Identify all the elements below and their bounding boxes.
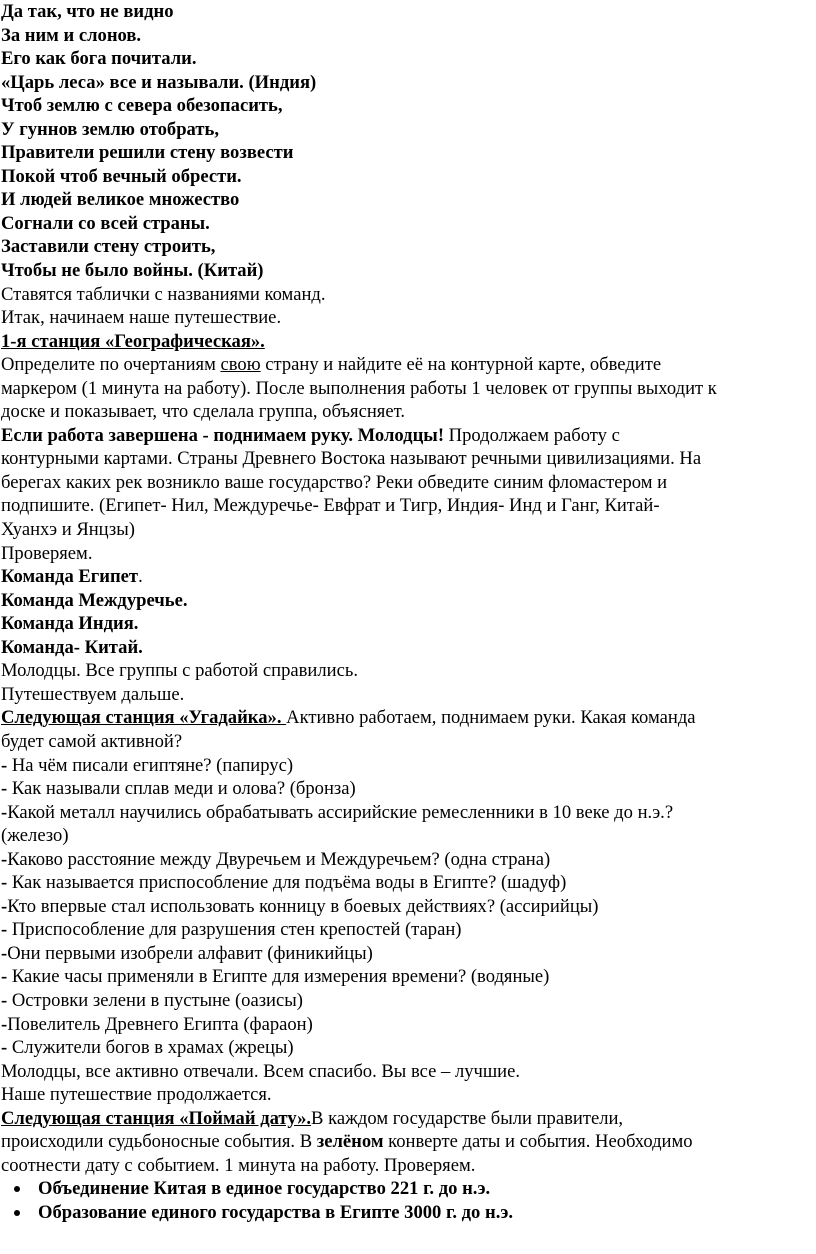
station2-continues: Наше путешествие продолжается. (1, 1084, 272, 1106)
question-text: Повелитель Древнего Египта (фараон) (7, 1013, 313, 1035)
question-text: Островки зелени в пустыне (оазисы) (11, 989, 303, 1011)
poem-line: Чтоб землю с севера обезопасить, (1, 95, 283, 117)
station1-well-done: Молодцы. Все группы с работой справились. (1, 660, 358, 682)
question-dash: - (1, 778, 12, 800)
station1-check: Проверяем. (1, 542, 93, 564)
question-dash: - (1, 989, 12, 1011)
poem-line: Покой чтоб вечный обрести. (1, 165, 242, 187)
question-dash: - (1, 754, 12, 776)
question-line (1, 965, 816, 989)
poem-line: Заставили стену строить, (1, 236, 216, 258)
station1-rivers-line: берегах каких рек возникло ваше государство? Реки обведите синим фломастером и (1, 471, 668, 493)
events-list (1, 1177, 816, 1224)
poem-line: Согнали со всей страны. (1, 212, 210, 234)
question-text: Как называли сплав меди и олова? (бронза) (11, 778, 356, 800)
question-line (1, 824, 816, 848)
poem-line: И людей великое множество (1, 189, 240, 211)
question-text: (железо) (1, 825, 69, 847)
question-dash: - (1, 848, 8, 870)
question-dash: - (1, 1037, 12, 1059)
text-run: В каждом государстве были правители, (311, 1107, 624, 1129)
text-run: Продолжаем работу с (444, 424, 620, 446)
event-item: Объединение Китая в единое государство 221 г. до н.э. (38, 1177, 816, 1201)
station1-task-line: доске и показывает, что сделала группа, объясняет. (1, 401, 405, 423)
question-text: Какой металл научились обрабатывать ассирийские ремесленники в 10 веке до н.э.? (7, 801, 674, 823)
station1-rivers-line: контурными картами. Страны Древнего Востока называют речными цивилизациями. На (1, 448, 702, 470)
team-egypt (1, 565, 816, 589)
team-china: Команда- Китай. (1, 636, 143, 658)
poem-line: «Царь леса» все и называли. (Индия) (1, 71, 317, 93)
question-line (1, 1036, 816, 1060)
question-text: На чём писали египтяне? (папирус) (11, 754, 294, 776)
question-line (1, 848, 816, 872)
question-text: Кто впервые стал использовать конницу в боевых действиях? (ассирийцы) (7, 895, 599, 917)
team-india: Команда Индия. (1, 613, 139, 635)
poem-line: Да так, что не видно (1, 1, 174, 22)
question-line (1, 777, 816, 801)
station1-task-line (1, 353, 816, 377)
text-run: Активно работаем, поднимаем руки. Какая команда (286, 707, 696, 729)
green-word: зелёном (316, 1131, 384, 1153)
question-dash: - (1, 966, 12, 988)
question-dash: - (1, 919, 12, 941)
poem (1, 0, 816, 283)
station1-title: 1-я станция «Географическая». (1, 330, 265, 352)
question-line (1, 918, 816, 942)
question-dash: - (1, 942, 8, 964)
question-dash: - (1, 801, 8, 823)
question-dash: - (1, 872, 12, 894)
poem-line: У гуннов землю отобрать, (1, 118, 219, 140)
station3-line (1, 1130, 816, 1154)
question-text: Каково расстояние между Двуречьем и Междуречьем? (одна страна) (7, 848, 551, 870)
question-line (1, 871, 816, 895)
station1-rivers-line: Хуанхэ и Янцзы) (1, 519, 135, 541)
station1-done-line (1, 424, 816, 448)
station2-title: Следующая станция «Угадайка». (1, 707, 287, 729)
question-text: Приспособление для разрушения стен крепостей (таран) (11, 919, 462, 941)
text-run: происходили судьбоносные события. В (1, 1131, 317, 1153)
station3-title: Следующая станция «Поймай дату». (1, 1107, 312, 1129)
station2-praise: Молодцы, все активно отвечали. Всем спасибо. Вы все – лучшие. (1, 1060, 521, 1082)
intro-line: Итак, начинаем наше путешествие. (1, 307, 282, 329)
question-text: Какие часы применяли в Египте для измерения времени? (водяные) (11, 966, 550, 988)
question-text: Служители богов в храмах (жрецы) (11, 1037, 294, 1059)
text-run: Определите по очертаниям (1, 354, 221, 376)
question-line (1, 989, 816, 1013)
station1-rivers-line: подпишите. (Египет- Нил, Междуречье- Евфрат и Тигр, Индия- Инд и Ганг, Китай- (1, 495, 660, 517)
station2-intro-line: будет самой активной? (1, 730, 183, 752)
text-run: страну и найдите её на контурной карте, обведите (260, 354, 662, 376)
underlined-word: свою (220, 354, 261, 376)
poem-line: За ним и слонов. (1, 24, 142, 46)
question-dash: - (1, 895, 8, 917)
team-name: Команда Египет (1, 566, 139, 588)
question-line (1, 754, 816, 778)
station3-title-line (1, 1107, 816, 1131)
team-mesopotamia: Команда Междуречье. (1, 589, 188, 611)
question-line (1, 942, 816, 966)
question-text: Они первыми изобрели алфавит (финикийцы) (7, 942, 373, 964)
station1-travel-on: Путешествуем дальше. (1, 683, 185, 705)
text-run: конверте даты и события. Необходимо (383, 1131, 693, 1153)
event-item: Образование единого государства в Египте 3000 г. до н.э. (38, 1201, 816, 1225)
station3-line: соотнести дату с событием. 1 минута на работу. Проверяем. (1, 1154, 476, 1176)
poem-line: Правители решили стену возвести (1, 142, 294, 164)
question-line (1, 801, 816, 825)
question-line (1, 1013, 816, 1037)
text-run: . (138, 566, 143, 588)
question-text: Как называется приспособление для подъёма воды в Египте? (шадуф) (11, 872, 567, 894)
done-bold: Если работа завершена - поднимаем руку. Молодцы! (1, 424, 445, 446)
poem-line: Его как бога почитали. (1, 48, 197, 70)
question-dash: - (1, 1013, 8, 1035)
poem-line: Чтобы не было войны. (Китай) (1, 260, 264, 282)
intro-line: Ставятся таблички с названиями команд. (1, 283, 326, 305)
station2-title-line (1, 706, 816, 730)
station1-task-line: маркером (1 минута на работу). После выполнения работы 1 человек от группы выходит к (1, 377, 717, 399)
question-line (1, 895, 816, 919)
